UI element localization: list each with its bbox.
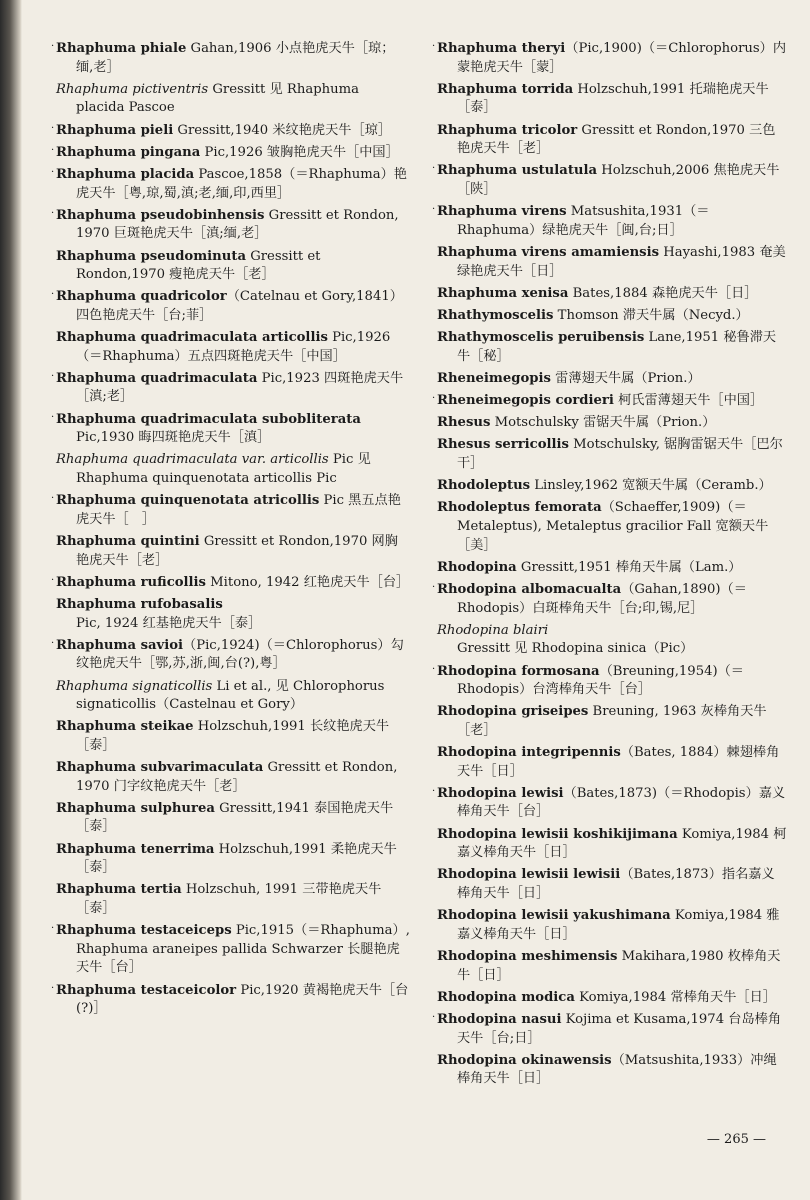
species-entry [51, 288, 410, 325]
species-entry [56, 800, 410, 837]
species-entry [56, 718, 410, 755]
species-entry [437, 948, 787, 985]
entry-detail: Pic,1926（＝Rhaphuma）五点四斑艳虎天牛［中国］ [76, 330, 391, 364]
entry-marker: · [432, 663, 436, 675]
species-entry [51, 40, 410, 77]
species-entry [437, 866, 787, 903]
entry-detail: Gressitt,1951 棒角天牛属（Lam.） [516, 559, 742, 575]
species-entry [56, 451, 410, 488]
taxon-name: Rhodopina albomacualta [437, 581, 622, 597]
entry-marker: · [51, 289, 55, 301]
entry-detail: Bates,1884 森艳虎天牛［日］ [568, 285, 758, 301]
species-entry [437, 329, 787, 366]
entry-detail: Gressitt,1940 米纹艳虎天牛［琼］ [173, 122, 392, 138]
species-entry [51, 637, 410, 674]
synonym-name: Rhaphuma quadrimaculata var. articollis [56, 452, 329, 468]
taxon-name: Rheneimegopis cordieri [437, 393, 614, 409]
entry-detail: Gressitt 见 Rhodopina sinica（Pic） [457, 641, 694, 657]
taxon-name: Rhaphuma pseudobinhensis [56, 207, 265, 223]
taxon-name: Rhathymoscelis peruibensis [437, 330, 645, 346]
taxon-name: Rhaphuma tricolor [437, 122, 578, 138]
species-entry [437, 477, 787, 496]
entry-marker: · [51, 493, 55, 505]
taxon-name: Rhodopina lewisii koshikijimana [437, 826, 678, 842]
species-entry [437, 1052, 787, 1089]
entry-detail: Komiya,1984 常棒角天牛［日］ [574, 989, 776, 1005]
taxon-name: Rhaphuma tertia [56, 882, 182, 898]
book-binding-shadow [0, 0, 22, 1200]
entry-detail: Gressitt et Rondon, 1970 巨斑艳虎天牛［滇;缅,老］ [76, 207, 399, 242]
entry-detail: Holzschuh,1991 托瑞艳虎天牛［泰］ [457, 81, 769, 116]
synonym-name: Rhodopina blairi [437, 622, 549, 638]
species-entry [51, 411, 410, 448]
entry-detail: Gressitt et Rondon, 1970 门字纹艳虎天牛［老］ [76, 760, 398, 794]
species-entry [56, 81, 410, 118]
entry-marker: · [51, 370, 55, 382]
entry-detail: （Bates, 1884）棘翅棒角天牛［日］ [457, 745, 780, 779]
left-column [51, 40, 410, 1022]
species-entry [437, 989, 787, 1008]
taxon-name: Rhodopina formosana [437, 663, 600, 679]
taxon-name: Rhaphuma subvarimaculata [56, 760, 264, 776]
species-entry [51, 574, 410, 593]
species-entry [56, 533, 410, 570]
taxon-name: Rhaphuma testaceicolor [56, 982, 237, 998]
entry-detail: Gressitt,1941 泰国艳虎天牛［泰］ [76, 800, 394, 835]
entry-detail: Pascoe,1858（＝Rhaphuma）艳虎天牛［粤,琼,蜀,滇;老,缅,印,西里］ [76, 166, 407, 201]
taxon-name: Rhaphuma quintini [56, 533, 200, 549]
species-entry [56, 596, 410, 633]
species-entry [437, 703, 787, 740]
species-entry [437, 907, 787, 944]
species-entry [432, 663, 787, 700]
entry-detail: Pic, 1924 红基艳虎天牛［泰］ [76, 615, 262, 631]
entry-detail: Gressitt 见 Rhaphuma placida Pascoe [76, 81, 360, 116]
synonym-name: Rhaphuma signaticollis [56, 678, 213, 694]
entry-detail: Mitono, 1942 红艳虎天牛［台］ [205, 574, 410, 590]
species-entry [437, 559, 787, 578]
entry-detail: Li et al., 见 Chlorophorus signaticollis（Castelnau et Gory） [76, 678, 385, 713]
taxon-name: Rhathymoscelis [437, 307, 554, 323]
entry-detail: Kojima et Kusama,1974 台岛棒角天牛［台;日］ [457, 1011, 782, 1046]
taxon-name: Rhaphuma quadrimaculata articollis [56, 330, 328, 346]
entry-detail: （Gahan,1890)（＝Rhodopis）白斑棒角天牛［台;印,锡,尼］ [457, 581, 747, 616]
species-entry [51, 922, 410, 978]
taxon-name: Rhesus [437, 415, 491, 431]
taxon-name: Rhodoleptus [437, 478, 531, 494]
entry-detail: Gressitt et Rondon,1970 三色艳虎天牛［老］ [457, 122, 776, 157]
species-entry [51, 370, 410, 407]
taxon-name: Rhaphuma tenerrima [56, 841, 215, 857]
species-entry [437, 499, 787, 555]
entry-marker: · [51, 923, 55, 935]
entry-detail: Breuning, 1963 灰棒角天牛［老］ [457, 704, 767, 738]
entry-detail: Pic,1930 晦四斑艳虎天牛［滇］ [76, 430, 271, 446]
species-entry [437, 285, 787, 304]
taxon-name: Rhodopina modica [437, 989, 575, 1005]
entry-detail: Komiya,1984 雅嘉义棒角天牛［日］ [457, 908, 780, 942]
taxon-name: Rhaphuma quinquenotata atricollis [56, 493, 320, 509]
species-entry [56, 248, 410, 285]
entry-detail: Makihara,1980 枚棒角天牛［日］ [457, 948, 781, 983]
species-entry [437, 436, 787, 473]
taxon-name: Rhodopina [437, 559, 517, 575]
taxon-name: Rhaphuma phiale [56, 41, 187, 56]
species-entry [437, 370, 787, 389]
taxon-name: Rhodopina griseipes [437, 704, 589, 720]
taxon-name: Rheneimegopis [437, 370, 551, 386]
entry-marker: · [51, 411, 55, 423]
entry-marker: · [432, 204, 436, 216]
synonym-name: Rhaphuma pictiventris [56, 81, 209, 97]
entry-detail: Holzschuh,1991 柔艳虎天牛［泰］ [76, 841, 397, 876]
species-entry [432, 40, 787, 77]
species-entry [432, 1011, 787, 1048]
species-entry [432, 581, 787, 618]
species-entry [51, 982, 410, 1019]
taxon-name: Rhodopina meshimensis [437, 948, 618, 964]
entry-detail: Gressitt et Rondon,1970 瘦艳虎天牛［老］ [76, 248, 321, 283]
entry-detail: 雷薄翅天牛属（Prion.） [550, 370, 701, 386]
species-entry [437, 414, 787, 433]
taxon-name: Rhaphuma savioi [56, 637, 184, 653]
taxon-name: Rhaphuma ruficollis [56, 574, 206, 590]
taxon-name: Rhaphuma rufobasalis [56, 596, 223, 612]
entry-marker: · [51, 637, 55, 649]
taxon-name: Rhaphuma pingana [56, 144, 201, 160]
entry-detail: （Bates,1873)（＝Rhodopis）嘉义棒角天牛［台］ [457, 785, 786, 820]
entry-detail: （Breuning,1954)（＝Rhodopis）台湾棒角天牛［台］ [457, 663, 744, 698]
entry-detail: Motschulsky, 锯胸雷锯天牛［巴尔干］ [457, 437, 783, 471]
species-entry [432, 162, 787, 199]
entry-marker: · [51, 122, 55, 134]
entry-detail: Hayashi,1983 奄美绿艳虎天牛［日］ [457, 244, 786, 279]
entry-detail: Pic 黑五点艳虎天牛［ ］ [76, 493, 401, 527]
taxon-name: Rhaphuma pieli [56, 122, 174, 138]
entry-detail: （Schaeffer,1909)（＝Metaleptus), Metaleptus gracilior Fall 宽额天牛［美］ [457, 500, 769, 553]
entry-detail: Komiya,1984 柯嘉义棒角天牛［日］ [457, 826, 787, 861]
taxon-name: Rhaphuma quadrimaculata [56, 370, 258, 386]
species-entry [56, 329, 410, 366]
entry-detail: Gressitt et Rondon,1970 网胸艳虎天牛［老］ [76, 533, 398, 568]
taxon-name: Rhaphuma pseudominuta [56, 248, 246, 264]
taxon-name: Rhodopina lewisi [437, 785, 564, 801]
species-entry [56, 759, 410, 796]
entry-marker: · [51, 207, 55, 219]
taxon-name: Rhaphuma steikae [56, 719, 194, 735]
taxon-name: Rhodopina okinawensis [437, 1052, 612, 1068]
taxon-name: Rhodopina lewisii yakushimana [437, 908, 671, 924]
entry-marker: · [51, 41, 55, 52]
species-entry [51, 207, 410, 244]
taxon-name: Rhodopina lewisii lewisii [437, 867, 621, 883]
species-entry [437, 307, 787, 326]
species-entry [51, 122, 410, 141]
taxon-name: Rhaphuma virens [437, 204, 567, 220]
entry-detail: Lane,1951 秘鲁滞天牛［秘］ [457, 330, 777, 364]
entry-detail: Pic,1915（＝Rhaphuma）, Rhaphuma araneipes pallida Schwarzer 长腿艳虎天牛［台］ [76, 923, 410, 976]
entry-detail: Holzschuh,2006 焦艳虎天牛［陕］ [457, 163, 780, 197]
species-entry [51, 166, 410, 203]
species-entry [432, 392, 787, 411]
species-entry [437, 826, 787, 863]
entry-detail: Gahan,1906 小点艳虎天牛［琼；缅,老］ [76, 41, 395, 75]
species-entry [432, 785, 787, 822]
species-entry [51, 492, 410, 529]
species-entry [437, 622, 787, 659]
entry-detail: Pic,1926 皱胸艳虎天牛［中国］ [200, 144, 399, 160]
species-entry [432, 203, 787, 240]
taxon-name: Rhaphuma torrida [437, 81, 574, 97]
taxon-name: Rhaphuma testaceiceps [56, 923, 232, 939]
species-entry [437, 81, 787, 118]
entry-marker: · [51, 144, 55, 156]
right-column [432, 40, 787, 1093]
taxon-name: Rhodopina integripennis [437, 745, 621, 761]
species-entry [56, 841, 410, 878]
taxon-name: Rhaphuma virens amamiensis [437, 244, 660, 260]
entry-marker: · [51, 574, 55, 586]
taxon-name: Rhesus serricollis [437, 437, 569, 453]
taxon-name: Rhaphuma xenisa [437, 285, 569, 301]
entry-marker: · [432, 581, 436, 593]
species-entry [437, 744, 787, 781]
page-number: — 265 — [706, 1132, 766, 1147]
entry-marker: · [432, 163, 436, 175]
entry-detail: Motschulsky 雷锯天牛属（Prion.） [490, 415, 716, 431]
entry-detail: Holzschuh, 1991 三带艳虎天牛［泰］ [76, 882, 382, 916]
taxon-name: Rhaphuma quadrimaculata subobliterata [56, 411, 361, 427]
entry-detail: （Pic,1924)（＝Chlorophorus）勾纹艳虎天牛［鄂,苏,浙,闽,台(?),粤］ [76, 637, 404, 672]
entry-detail: Matsushita,1931（＝Rhaphuma）绿艳虎天牛［闽,台;日］ [457, 204, 710, 238]
taxon-name: Rhaphuma ustulatula [437, 163, 598, 179]
entry-detail: 柯氏雷薄翅天牛［中国］ [613, 393, 764, 409]
entry-detail: Pic,1923 四斑艳虎天牛［滇;老］ [76, 370, 404, 405]
entry-marker: · [432, 785, 436, 797]
entry-marker: · [432, 393, 436, 405]
taxon-name: Rhodopina nasui [437, 1011, 562, 1027]
entry-detail: Thomson 滞天牛属（Necyd.） [553, 307, 749, 323]
entry-detail: （Pic,1900)（＝Chlorophorus）内蒙艳虎天牛［蒙］ [457, 41, 787, 75]
taxon-name: Rhaphuma theryi [437, 41, 566, 56]
taxon-name: Rhodoleptus femorata [437, 500, 602, 516]
entry-marker: · [432, 1011, 436, 1023]
taxon-name: Rhaphuma placida [56, 166, 195, 182]
entry-marker: · [51, 982, 55, 994]
entry-detail: （Matsushita,1933）冲绳棒角天牛［日］ [457, 1052, 777, 1087]
entry-detail: Linsley,1962 宽额天牛属（Ceramb.） [530, 478, 772, 494]
species-entry [56, 881, 410, 918]
entry-marker: · [51, 166, 55, 178]
entry-marker: · [432, 41, 436, 52]
entry-detail: （Bates,1873）指名嘉义棒角天牛［日］ [457, 867, 775, 901]
taxon-name: Rhaphuma quadricolor [56, 289, 227, 305]
species-entry [437, 122, 787, 159]
entry-detail: Pic,1920 黄褐艳虎天牛［台(?)］ [76, 982, 409, 1017]
taxon-name: Rhaphuma sulphurea [56, 800, 215, 816]
entry-detail: Pic 见 Rhaphuma quinquenotata articollis Pic [76, 452, 371, 486]
species-entry [437, 244, 787, 281]
species-entry [56, 678, 410, 715]
species-entry [51, 144, 410, 163]
entry-detail: （Catelnau et Gory,1841）四色艳虎天牛［台;菲］ [76, 289, 403, 323]
entry-detail: Holzschuh,1991 长纹艳虎天牛［泰］ [76, 719, 390, 753]
